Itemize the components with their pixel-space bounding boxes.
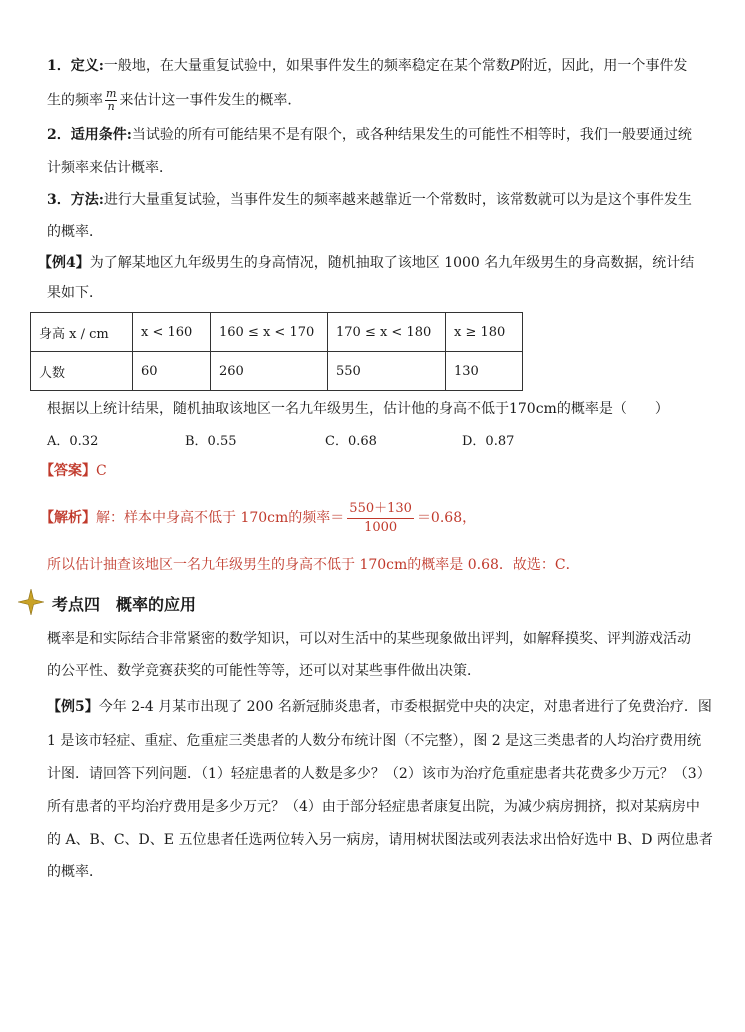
answer-tag: 【答案】 [40, 463, 96, 479]
method-text-2: 的概率． [47, 224, 103, 240]
method-text: 进行大量重复试验，当事件发生的频率越来越靠近一个常数时，该常数就可以为是这个事件发生 [103, 192, 692, 208]
fraction-numerator: m [106, 87, 117, 100]
application-line-2 [47, 661, 702, 681]
option-a: A．0.32 [47, 434, 99, 449]
analysis-line-2 [47, 555, 702, 575]
fraction-m-over-n [105, 88, 117, 113]
example-4-question [47, 399, 702, 419]
answer-value: C [96, 463, 107, 479]
example-text: 今年 2-4 月某市出现了 200 名新冠肺炎患者，市委根据党中央的决定，对患者进行了免费治疗．图 [98, 699, 712, 715]
table-header-cell: x < 160 [133, 313, 211, 352]
example-4-line-1 [38, 253, 693, 273]
fraction-denominator: n [107, 100, 115, 113]
table-cell: 60 [133, 352, 211, 391]
definition-text-2: 生的频率 [47, 92, 103, 109]
application-text-2: 的公平性、数学竞赛获奖的可能性等等，还可以对某些事件做出决策． [47, 663, 481, 679]
definition-line-2 [47, 88, 702, 113]
variable-p: P [509, 58, 520, 74]
definition-line-1 [47, 56, 702, 76]
item-number: 2． [47, 127, 71, 143]
example-text-2: 1 是该市轻症、重症、危重症三类患者的人数分布统计图（不完整），图 2 是这三类患者的人均治疗费用统 [47, 733, 702, 749]
example-text-5: 的 A、B、C、D、E 五位患者任选两位转入另一病房，请用树状图法或列表法求出恰好选中 B、D 两位患者 [47, 832, 713, 848]
conditions-text-2: 计频率来估计概率． [47, 160, 173, 176]
example-text: 为了解某地区九年级男生的身高情况，随机抽取了该地区 1000 名九年级男生的身高数据，统计结 [89, 255, 695, 271]
example-text-2: 果如下． [47, 285, 103, 301]
table-cell: 260 [211, 352, 328, 391]
option-c: C．0.68 [325, 434, 377, 449]
analysis-conclusion: 所以估计抽查该地区一名九年级男生的身高不低于 170cm的概率是 0.68．故选：C． [47, 557, 580, 573]
option-d: D．0.87 [462, 434, 515, 449]
definition-text-3: 来估计这一事件发生的概率． [119, 92, 302, 109]
table-header-cell: x ≥ 180 [446, 313, 523, 352]
example-5-line-5 [47, 830, 713, 850]
four-point-star-icon [18, 589, 44, 615]
definition-text: 一般地，在大量重复试验中，如果事件发生的频率稳定在某个常数 [103, 58, 510, 74]
conditions-line-1 [47, 125, 702, 145]
example-tag: 【例4】 [38, 255, 90, 271]
example-4-line-2 [47, 283, 702, 303]
section-title: 考点四 概率的应用 [52, 595, 197, 614]
table-row [31, 352, 523, 391]
table-row [31, 313, 523, 352]
table-cell: 人数 [31, 352, 133, 391]
example-text-4: 所有患者的平均治疗费用是多少万元？（4）由于部分轻症患者康复出院，为减少病房拥挤，拟对某病房中 [47, 799, 700, 815]
answer-line [40, 461, 695, 481]
example-5-line-4 [47, 797, 702, 817]
application-line-1 [47, 629, 702, 649]
question-text: 根据以上统计结果，随机抽取该地区一名九年级男生，估计他的身高不低于170cm的概率是（ ） [47, 401, 669, 417]
application-text: 概率是和实际结合非常紧密的数学知识，可以对生活中的某些现象做出评判，如解释摸奖、评判游戏活动 [47, 631, 691, 647]
example-text-3: 计图．请回答下列问题．（1）轻症患者的人数是多少？（2）该市为治疗危重症患者共花费多少万元？（3） [47, 766, 711, 782]
height-data-table [30, 312, 523, 391]
definition-label: 定义: [70, 58, 104, 74]
table-header-cell: 身高 x / cm [31, 313, 133, 352]
conditions-text: 当试验的所有可能结果不是有限个，或各种结果发生的可能性不相等时，我们一般要通过统 [131, 127, 692, 143]
analysis-result: ＝0.68， [416, 510, 477, 526]
analysis-text: 解：样本中身高不低于 170cm的频率＝ [96, 510, 345, 526]
example-5-line-2 [47, 731, 702, 751]
item-number: 1． [47, 58, 71, 74]
table-header-cell: 160 ≤ x < 170 [211, 313, 328, 352]
table-cell: 130 [446, 352, 523, 391]
example-text-6: 的概率． [47, 864, 103, 880]
definition-text-cont: 附近，因此，用一个事件发 [519, 58, 688, 74]
analysis-fraction [347, 500, 414, 537]
item-number: 3． [47, 192, 71, 208]
analysis-line-1 [40, 499, 695, 537]
fraction-numerator: 550＋130 [347, 500, 414, 519]
example-5-line-3 [47, 764, 711, 784]
fraction-denominator: 1000 [364, 519, 398, 535]
example-tag: 【例5】 [47, 699, 99, 715]
method-line-1 [47, 190, 702, 210]
table-header-cell: 170 ≤ x < 180 [328, 313, 446, 352]
method-label: 方法: [70, 192, 104, 208]
analysis-tag: 【解析】 [40, 510, 96, 526]
conditions-label: 适用条件: [70, 127, 132, 143]
method-line-2 [47, 222, 702, 242]
option-b: B．0.55 [185, 434, 237, 449]
conditions-line-2 [47, 158, 702, 178]
example-5-line-1 [47, 697, 712, 717]
example-5-line-6 [47, 862, 702, 882]
table-cell: 550 [328, 352, 446, 391]
